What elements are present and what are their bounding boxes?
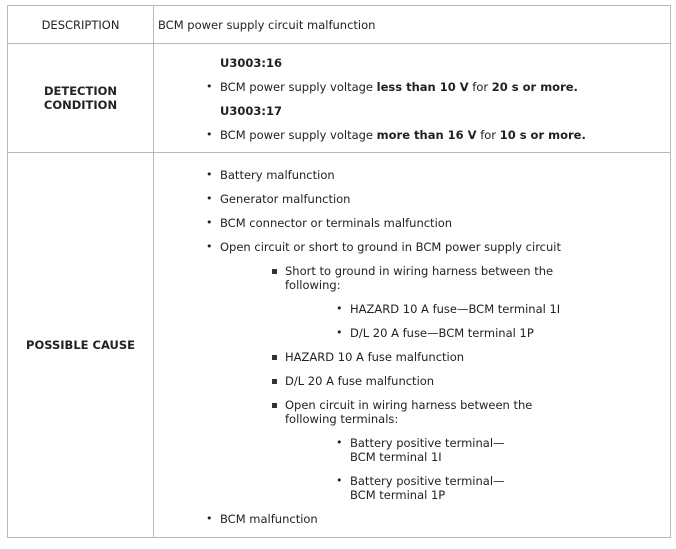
dtc-code: U3003:17 [220, 103, 282, 118]
cause-list [158, 168, 669, 254]
cause-cell [154, 153, 671, 538]
description-value: BCM power supply circuit malfunction [154, 6, 671, 44]
cause-subitem: Open circuit in wiring harness between the following terminals: [158, 398, 565, 426]
cause-sublist [158, 350, 669, 426]
cause-item: • BCM malfunction [158, 512, 669, 526]
cause-subsublist [158, 436, 669, 502]
condition-item: • BCM power supply voltage more than 16 V for 10 s or more. [158, 128, 669, 142]
detection-header: DETECTION CONDITION [8, 44, 154, 153]
description-row [8, 6, 671, 44]
condition-item: • BCM power supply voltage less than 10 V for 20 s or more. [158, 80, 669, 94]
detection-row [8, 44, 671, 153]
cause-subitem: D/L 20 A fuse malfunction [158, 374, 669, 388]
cause-subsublist [158, 302, 669, 340]
cause-item: • Open circuit or short to ground in BCM power supply circuit [158, 240, 669, 254]
detection-cell [154, 44, 671, 153]
cause-subsubitem: • Battery positive terminal—BCM terminal 1P [158, 474, 530, 502]
cause-item: • Battery malfunction [158, 168, 669, 182]
dtc-spec-table [7, 5, 671, 538]
cause-subsubitem: • HAZARD 10 A fuse—BCM terminal 1I [158, 302, 669, 316]
cause-item: • Generator malfunction [158, 192, 669, 206]
cause-sublist [158, 264, 669, 292]
description-header: DESCRIPTION [8, 6, 154, 44]
cause-subitem: HAZARD 10 A fuse malfunction [158, 350, 669, 364]
cause-list [158, 512, 669, 526]
cause-header: POSSIBLE CAUSE [8, 153, 154, 538]
cause-subsubitem: • D/L 20 A fuse—BCM terminal 1P [158, 326, 669, 340]
cause-item: • BCM connector or terminals malfunction [158, 216, 669, 230]
cause-row [8, 153, 671, 538]
cause-subitem: Short to ground in wiring harness between the following: [158, 264, 565, 292]
dtc-code: U3003:16 [220, 55, 282, 70]
cause-subsubitem: • Battery positive terminal—BCM terminal 1I [158, 436, 530, 464]
condition-list [158, 80, 669, 94]
condition-list [158, 128, 669, 142]
